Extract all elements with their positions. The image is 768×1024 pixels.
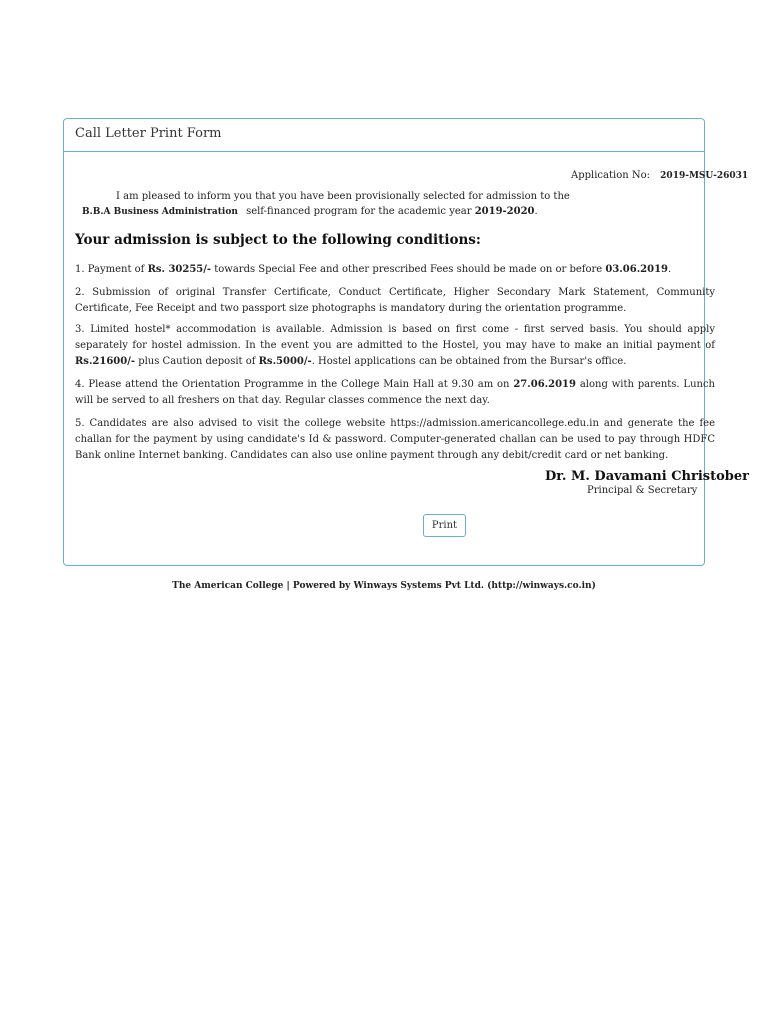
condition-3 — [75, 322, 715, 370]
program-name: B.B.A Business Administration — [82, 207, 238, 217]
special-fee-amount: Rs. 30255/- — [147, 264, 212, 275]
caution-deposit-amount: Rs.5000/- — [258, 356, 312, 367]
condition-5: 5. Candidates are also advised to visit the college website https://admission.americancollege.edu.in and generate the fee challan for the payment by using candidate's Id & password. Computer-generated challan can be used to pay through HDFC Bank online Internet banking. Candidates can also use online payment through any debit/credit card or net banking. — [75, 418, 715, 461]
condition-1-end: . — [668, 264, 672, 275]
fee-due-date: 03.06.2019 — [605, 264, 669, 275]
intro-line-2 — [82, 206, 538, 217]
panel-title: Call Letter Print Form — [75, 126, 222, 141]
page-footer: The American College | Powered by Winways Systems Pvt Ltd. (http://winways.co.in) — [172, 581, 596, 591]
condition-1 — [75, 262, 715, 278]
condition-4-text: 4. Please attend the Orientation Programme in the College Main Hall at 9.30 am on — [75, 379, 514, 390]
signer-name: Dr. M. Davamani Christober — [545, 469, 749, 484]
application-number-line — [571, 170, 748, 181]
condition-4 — [75, 377, 715, 409]
hostel-payment-amount: Rs.21600/- — [75, 356, 136, 367]
application-label: Application No: — [571, 170, 650, 181]
academic-year: 2019-2020 — [474, 206, 535, 217]
application-number: 2019-MSU-26031 — [660, 171, 749, 181]
condition-3-text-2: plus Caution deposit of — [135, 356, 259, 367]
intro-line-2-end: . — [534, 206, 538, 217]
panel-heading — [64, 119, 704, 152]
print-button[interactable]: Print — [423, 514, 466, 537]
condition-3-text-3: . Hostel applications can be obtained from the Bursar's office. — [311, 356, 627, 367]
condition-1-text: 1. Payment of — [75, 264, 148, 275]
conditions-heading: Your admission is subject to the following conditions: — [75, 232, 481, 248]
condition-4-text-2: along with parents. Lunch will be served to all freshers on that day. Regular classes commence the next day. — [75, 379, 715, 406]
condition-1-text-2: towards Special Fee and other prescribed Fees should be made on or before — [211, 264, 606, 275]
intro-line-1: I am pleased to inform you that you have been provisionally selected for admission to the — [116, 191, 570, 202]
condition-3-text: 3. Limited hostel* accommodation is available. Admission is based on first come - first served basis. You should apply separately for hostel admission. In the event you are admitted to the Hostel, you may have to make an initial payment of — [75, 324, 715, 351]
orientation-date: 27.06.2019 — [513, 379, 576, 390]
signer-title: Principal & Secretary — [587, 485, 698, 496]
intro-line-2-text: self-financed program for the academic year — [246, 206, 472, 217]
condition-2: 2. Submission of original Transfer Certificate, Conduct Certificate, Higher Secondary Mark Statement, Community Certificate, Fee Receipt and two passport size photographs is mandatory during the orientation programme. — [75, 287, 715, 314]
